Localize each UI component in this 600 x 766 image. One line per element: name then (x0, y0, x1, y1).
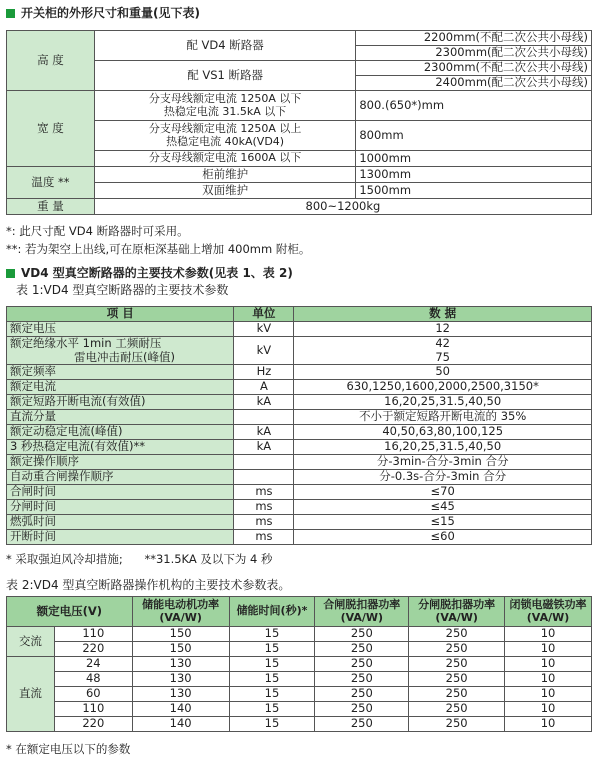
param-unit: kV (234, 337, 294, 365)
header-voltage: 额定电压(V) (7, 597, 133, 627)
cell: 15 (229, 657, 315, 672)
param-value: 50 (294, 365, 592, 380)
param-name: 直流分量 (7, 410, 234, 425)
cell: 250 (409, 627, 505, 642)
cell: 15 (229, 687, 315, 702)
note-2: **: 若为架空上出线,可在原柜深基础上增加 400mm 附柜。 (6, 242, 311, 256)
cell: 48 (54, 672, 132, 687)
cell: 130 (132, 687, 229, 702)
cell: 140 (132, 717, 229, 732)
cell: 15 (229, 672, 315, 687)
param-value: ≤70 (294, 485, 592, 500)
param-name: 合闸时间 (7, 485, 234, 500)
cell: 140 (132, 702, 229, 717)
cell: 800~1200kg (94, 199, 591, 215)
cell: 柜前维护 (94, 167, 356, 183)
param-name: 额定绝缘水平 1min 工频耐压 雷电冲击耐压(峰值) (7, 337, 234, 365)
row-label-width: 宽 度 (7, 91, 95, 167)
cell: 250 (409, 702, 505, 717)
header-data: 数 据 (294, 307, 592, 322)
param-name: 自动重合闸操作顺序 (7, 470, 234, 485)
section-title-dimensions (6, 4, 200, 21)
cell: 双面维护 (94, 183, 356, 199)
row-label-weight: 重 量 (7, 199, 95, 215)
cell: 220 (54, 717, 132, 732)
vd4-label: 配 VD4 断路器 (94, 31, 356, 61)
param-unit: ms (234, 485, 294, 500)
cell: 250 (315, 717, 409, 732)
cell: 110 (54, 627, 132, 642)
group-ac: 交流 (7, 627, 55, 657)
param-value: 分-0.3s-合分-3min 合分 (294, 470, 592, 485)
param-value: 16,20,25,31.5,40,50 (294, 440, 592, 455)
param-name: 额定操作顺序 (7, 455, 234, 470)
param-value: 16,20,25,31.5,40,50 (294, 395, 592, 410)
cell: 130 (132, 657, 229, 672)
section-title-text: 开关柜的外形尺寸和重量(见下表) (21, 6, 200, 20)
cell: 2200mm(不配二次公共小母线) (356, 31, 592, 46)
cell: 10 (505, 687, 592, 702)
cell: 250 (315, 657, 409, 672)
cell: 2300mm(不配二次公共小母线) (356, 61, 592, 76)
cell: 1000mm (356, 151, 592, 167)
width-cond-2: 分支母线额定电流 1250A 以上 热稳定电流 40kA(VD4) (94, 121, 356, 151)
table1-caption: 表 1:VD4 型真空断路器的主要技术参数 (16, 283, 229, 297)
section-title-vd4 (6, 264, 293, 281)
param-value: 不小于额定短路开断电流的 35% (294, 410, 592, 425)
note-rated-voltage: * 在额定电压以下的参数 (6, 742, 131, 756)
param-name: 额定动稳定电流(峰值) (7, 425, 234, 440)
param-name: 额定电流 (7, 380, 234, 395)
table2-caption: 表 2:VD4 型真空断路器操作机构的主要技术参数表。 (6, 578, 291, 592)
row-label-depth: 温度 ** (7, 167, 95, 199)
notes-table1 (6, 551, 273, 567)
cell: 10 (505, 627, 592, 642)
note-4-seconds: **31.5KA 及以下为 4 秒 (144, 552, 273, 566)
param-value: ≤45 (294, 500, 592, 515)
param-name: 额定频率 (7, 365, 234, 380)
cell: 10 (505, 642, 592, 657)
param-name: 额定电压 (7, 322, 234, 337)
cell: 250 (315, 642, 409, 657)
header-lock-magnet: 闭锁电磁铁功率(VA/W) (505, 597, 592, 627)
cell: 150 (132, 627, 229, 642)
param-unit (234, 470, 294, 485)
cell: 10 (505, 672, 592, 687)
cell: 250 (409, 657, 505, 672)
param-unit: ms (234, 530, 294, 545)
param-value: 42 75 (294, 337, 592, 365)
param-value: 分-3min-合分-3min 合分 (294, 455, 592, 470)
cell: 250 (409, 672, 505, 687)
param-name: 燃弧时间 (7, 515, 234, 530)
header-open-release: 分闸脱扣器功率(VA/W) (409, 597, 505, 627)
param-value: ≤15 (294, 515, 592, 530)
group-dc: 直流 (7, 657, 55, 732)
cell: 800.(650*)mm (356, 91, 592, 121)
vs1-label: 配 VS1 断路器 (94, 61, 356, 91)
vd4-params-table (6, 306, 592, 545)
param-name: 开断时间 (7, 530, 234, 545)
cell: 1300mm (356, 167, 592, 183)
param-unit: ms (234, 500, 294, 515)
note-forced-cooling: * 采取强迫风冷却措施; (6, 552, 123, 566)
param-unit: A (234, 380, 294, 395)
cell: 250 (315, 687, 409, 702)
param-name: 额定短路开断电流(有效值) (7, 395, 234, 410)
cell: 800mm (356, 121, 592, 151)
cell: 250 (315, 627, 409, 642)
cell: 150 (132, 642, 229, 657)
param-unit: kV (234, 322, 294, 337)
cell: 10 (505, 717, 592, 732)
param-value: 40,50,63,80,100,125 (294, 425, 592, 440)
cell: 1500mm (356, 183, 592, 199)
width-cond-3: 分支母线额定电流 1600A 以下 (94, 151, 356, 167)
header-close-release: 合闸脱扣器功率(VA/W) (315, 597, 409, 627)
cell: 110 (54, 702, 132, 717)
cell: 10 (505, 702, 592, 717)
width-cond-1: 分支母线额定电流 1250A 以下 热稳定电流 31.5kA 以下 (94, 91, 356, 121)
cell: 250 (409, 642, 505, 657)
dimensions-table (6, 30, 592, 215)
cell: 10 (505, 657, 592, 672)
param-unit: kA (234, 425, 294, 440)
param-unit: kA (234, 395, 294, 410)
header-item: 项 目 (7, 307, 234, 322)
param-unit (234, 455, 294, 470)
cell: 250 (409, 717, 505, 732)
cell: 2400mm(配二次公共小母线) (356, 76, 592, 91)
green-square-icon (6, 269, 15, 278)
param-unit: kA (234, 440, 294, 455)
cell: 24 (54, 657, 132, 672)
row-label-height: 高 度 (7, 31, 95, 91)
section-title-text: VD4 型真空断路器的主要技术参数(见表 1、表 2) (21, 266, 293, 280)
cell: 15 (229, 702, 315, 717)
param-value: ≤60 (294, 530, 592, 545)
cell: 15 (229, 642, 315, 657)
param-value: 12 (294, 322, 592, 337)
cell: 130 (132, 672, 229, 687)
cell: 60 (54, 687, 132, 702)
cell: 220 (54, 642, 132, 657)
cell: 250 (315, 702, 409, 717)
cell: 250 (409, 687, 505, 702)
note-1: *: 此尺寸配 VD4 断路器时可采用。 (6, 224, 189, 238)
param-name: 分闸时间 (7, 500, 234, 515)
header-motor-power: 储能电动机功率(VA/W) (132, 597, 229, 627)
mechanism-table (6, 596, 592, 732)
cell: 15 (229, 627, 315, 642)
cell: 250 (315, 672, 409, 687)
param-name: 3 秒热稳定电流(有效值)** (7, 440, 234, 455)
param-unit: ms (234, 515, 294, 530)
cell: 15 (229, 717, 315, 732)
param-value: 630,1250,1600,2000,2500,3150* (294, 380, 592, 395)
cell: 2300mm(配二次公共小母线) (356, 46, 592, 61)
green-square-icon (6, 9, 15, 18)
header-unit: 单位 (234, 307, 294, 322)
header-charge-time: 储能时间(秒)* (229, 597, 315, 627)
param-unit: Hz (234, 365, 294, 380)
param-unit (234, 410, 294, 425)
